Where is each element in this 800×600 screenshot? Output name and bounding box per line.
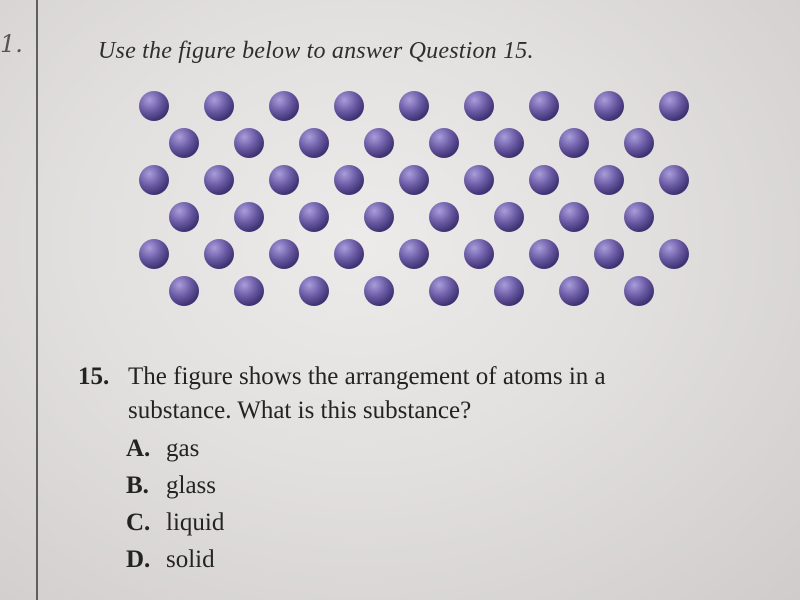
choice-d[interactable]	[126, 541, 718, 578]
atom	[594, 239, 624, 269]
choice-text: liquid	[166, 509, 225, 536]
previous-question-marker: 1.	[0, 30, 23, 58]
atom	[139, 91, 169, 121]
question-15	[78, 360, 718, 578]
atom	[594, 165, 624, 195]
atom	[299, 276, 329, 306]
atom	[204, 165, 234, 195]
atom	[429, 202, 459, 232]
atom	[139, 239, 169, 269]
atom	[559, 202, 589, 232]
atom	[529, 239, 559, 269]
atom	[429, 128, 459, 158]
atom	[559, 276, 589, 306]
margin-rule	[36, 0, 38, 600]
choice-letter: C.	[126, 509, 151, 536]
atom	[494, 276, 524, 306]
atom	[659, 91, 689, 121]
atom	[399, 91, 429, 121]
atom	[334, 165, 364, 195]
atom	[594, 91, 624, 121]
choice-b[interactable]	[126, 467, 718, 504]
choice-a[interactable]	[126, 430, 718, 467]
atom	[139, 165, 169, 195]
question-number: 15.	[78, 363, 110, 390]
choice-letter: D.	[126, 546, 151, 573]
atom	[204, 91, 234, 121]
atom	[529, 91, 559, 121]
atom	[529, 165, 559, 195]
atom	[464, 91, 494, 121]
choice-c[interactable]	[126, 504, 718, 541]
atom	[234, 128, 264, 158]
atom	[494, 128, 524, 158]
choice-letter: B.	[126, 472, 149, 499]
atom	[269, 165, 299, 195]
atom	[299, 202, 329, 232]
atom	[429, 276, 459, 306]
question-text: The figure shows the arrangement of atoms in a substance. What is this substance?	[128, 363, 606, 424]
atom	[624, 128, 654, 158]
choice-text: solid	[166, 546, 215, 573]
answer-choices	[126, 430, 718, 578]
atom	[334, 91, 364, 121]
choice-text: glass	[166, 472, 216, 499]
atom-arrangement-figure	[120, 80, 710, 310]
atom	[234, 202, 264, 232]
atom	[169, 128, 199, 158]
atom	[624, 276, 654, 306]
atom	[234, 276, 264, 306]
atom	[299, 128, 329, 158]
atom	[169, 276, 199, 306]
atom	[364, 128, 394, 158]
atom	[399, 165, 429, 195]
atom	[559, 128, 589, 158]
choice-letter: A.	[126, 435, 151, 462]
atom	[364, 276, 394, 306]
atom	[169, 202, 199, 232]
atom	[399, 239, 429, 269]
atom	[659, 239, 689, 269]
atom	[464, 165, 494, 195]
choice-text: gas	[166, 435, 200, 462]
atom	[269, 91, 299, 121]
atom	[494, 202, 524, 232]
atom	[334, 239, 364, 269]
atom	[624, 202, 654, 232]
atom	[269, 239, 299, 269]
atom	[364, 202, 394, 232]
atom	[659, 165, 689, 195]
atom	[464, 239, 494, 269]
atom	[204, 239, 234, 269]
figure-instruction: Use the figure below to answer Question 15.	[98, 38, 534, 64]
